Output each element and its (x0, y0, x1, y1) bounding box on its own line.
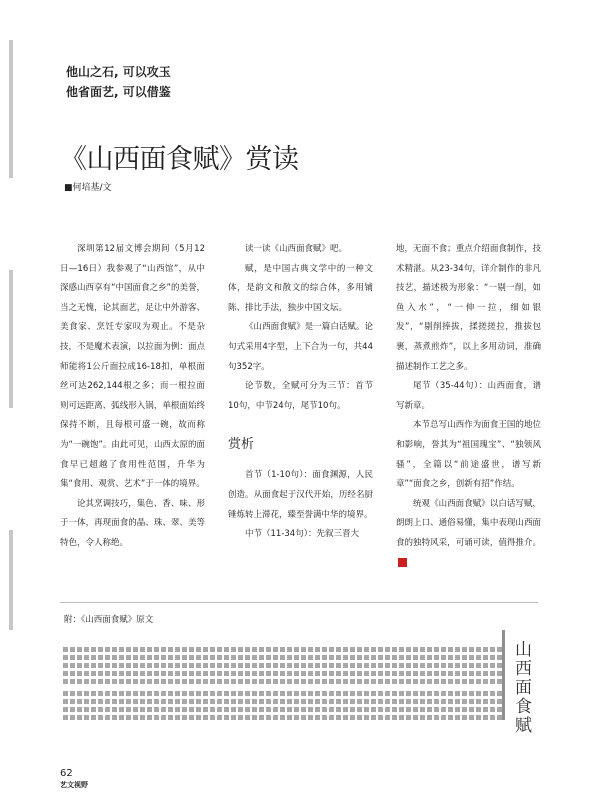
motto-line-2: 他省面艺, 可以借鉴 (66, 85, 171, 99)
margin-bar-bottom (9, 530, 13, 630)
magazine-logo: 艺文视野 (60, 781, 88, 789)
column-3 (396, 240, 541, 573)
paragraph: 中节（11-34句）：先叙三晋大 (245, 529, 359, 540)
motto-line-1: 他山之石, 可以攻玉 (66, 65, 171, 79)
end-mark-icon: N (398, 558, 407, 567)
paragraph: 深圳第12届文博会期间（5月12日—16日）我参观了“山西馆”，从中深感山西享有“中国面食之乡”的美誉，当之无愧，论其面艺，足让中外游客、美食家、烹饪专家叹为观止。不是杂技，不是魔术表演，以拉面为例：面点师能将1公斤面拉成16-18扣，单根面丝可达262,144根之多；而一根拉面则可远距离、弧线形入锅，单根面始终保持不断，且每根可盛一碗，故而称为“一碗饱”。由此可见，山西太原的面食早已超越了食用性范围，升华为集“食用、观赏、艺术”于一体的境界。 (60, 244, 205, 490)
side-rule (502, 630, 505, 720)
column-2 (228, 240, 373, 545)
divider (60, 602, 538, 603)
margin-bar-middle (9, 270, 13, 408)
paragraph: 论其烹调技巧，集色、香、味、形于一体，再现面食的晶、珠、翠、美等特色，令人称绝。 (60, 498, 205, 548)
motto (66, 62, 171, 102)
original-text-block-top (62, 646, 502, 686)
section-heading: 赏析 (228, 437, 255, 453)
margin-bar-top (9, 40, 13, 178)
column-1 (60, 240, 205, 554)
side-title: 山西面食赋 (511, 640, 531, 735)
byline: ■何培基/文 (64, 183, 112, 193)
paragraph-text: 统观《山西面食赋》以白话写赋，朗朗上口、通俗易懂，集中表现山西面食的独特风采，可诵可读，值得推介。 (396, 498, 541, 548)
paragraph: 地，无面不食；重点介绍面食制作，技术精湛。从23-34句，详介制作的非凡技艺，描述极为形象：“一剔一削，如鱼入水”，“一伸一拉，细如银发”，“剔削捧拔，揉搓搓拉，推拔包裹，蒸煮煎炸”，以上多用动词，准确描述制作工艺之多。 (396, 244, 541, 372)
paragraph: 论节数，全赋可分为三节：首节10句，中节24句，尾节10句。 (228, 381, 373, 411)
article-title: 《山西面食赋》赏读 (60, 144, 299, 175)
paragraph: 《山西面食赋》是一篇白话赋。论句式采用4字型，上下合为一句，共44句352字。 (228, 322, 373, 372)
appendix-caption: 附：《山西面食赋》原文 (64, 615, 154, 625)
paragraph: 尾节（35-44句）：山西面食，谱写新章。 (396, 381, 541, 411)
paragraph: 本节总写山西作为面食王国的地位和影响，誉其为“祖国瑰宝”、“独领风骚”，全篇以“前途盛世，谱写新章”“面食之乡，创新有招”作结。 (396, 420, 541, 490)
paragraph: 赋，是中国古典文学中的一种文体，是韵文和散文的综合体，多用铺陈、排比手法，独步中国文坛。 (228, 263, 373, 313)
page-number: 62 (60, 768, 73, 779)
paragraph: 读一读《山西面食赋》吧。 (245, 244, 348, 254)
paragraph: 首节（1-10句）：面食渊源，人民创造。从面食起于汉代开始，历经名厨锤炼转上滞花，臻至誉满中华的境界。 (228, 470, 373, 520)
original-text-block-bottom (62, 690, 502, 722)
paragraph (396, 495, 541, 573)
